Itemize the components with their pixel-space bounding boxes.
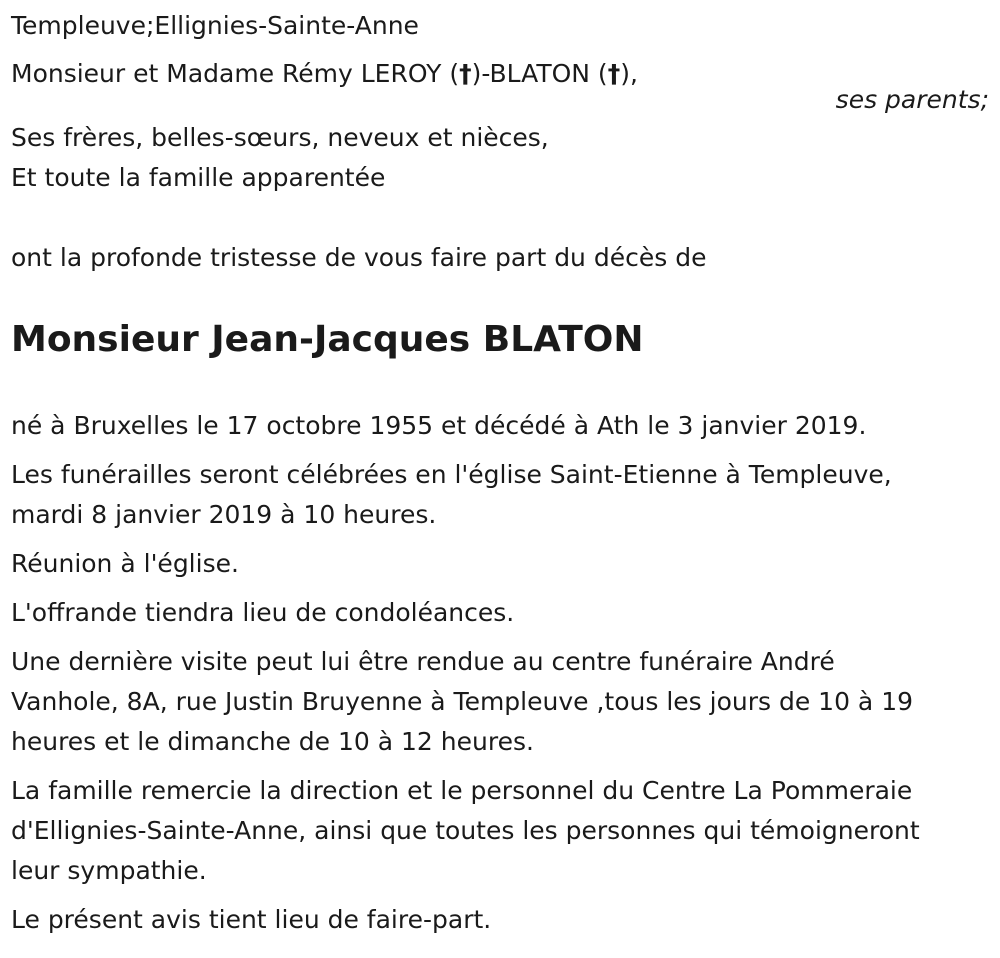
parents-role: ses parents; <box>835 85 989 114</box>
funeral-line: Les funérailles seront célébrées en l'église Saint-Etienne à Templeuve, <box>11 460 892 489</box>
visit-line: heures et le dimanche de 10 à 12 heures. <box>11 727 534 756</box>
cross-icon: † <box>459 59 472 88</box>
town-header: Templeuve;Ellignies-Sainte-Anne <box>11 11 419 40</box>
cross-icon: † <box>607 59 621 88</box>
parents-suffix: ), <box>620 59 638 88</box>
details-block <box>11 406 989 949</box>
funeral-paragraph <box>11 455 989 535</box>
parents-middle: )-BLATON ( <box>471 59 608 88</box>
thanks-line: leur sympathie. <box>11 856 207 885</box>
announcement: ont la profonde tristesse de vous faire part du décès de <box>11 243 707 272</box>
deceased-name: Monsieur Jean-Jacques BLATON <box>11 319 644 360</box>
meeting-paragraph <box>11 544 989 584</box>
offering-text: L'offrande tiendra lieu de condoléances. <box>11 598 515 627</box>
visit-line: Vanhole, 8A, rue Justin Bruyenne à Templeuve ,tous les jours de 10 à 19 <box>11 687 914 716</box>
thanks-paragraph <box>11 771 989 891</box>
meeting-text: Réunion à l'église. <box>11 549 239 578</box>
family-block <box>11 118 549 198</box>
visit-line: Une dernière visite peut lui être rendue au centre funéraire André <box>11 647 835 676</box>
family-line: Et toute la famille apparentée <box>11 163 386 192</box>
closing-paragraph <box>11 900 989 940</box>
birth-death-text: né à Bruxelles le 17 octobre 1955 et décédé à Ath le 3 janvier 2019. <box>11 411 867 440</box>
parents-line <box>11 54 638 94</box>
funeral-line: mardi 8 janvier 2019 à 10 heures. <box>11 500 437 529</box>
parents-prefix: Monsieur et Madame Rémy LEROY ( <box>11 59 460 88</box>
birth-death-paragraph <box>11 406 989 446</box>
visit-paragraph <box>11 642 989 762</box>
offering-paragraph <box>11 593 989 633</box>
closing-text: Le présent avis tient lieu de faire-part. <box>11 905 492 934</box>
thanks-line: La famille remercie la direction et le personnel du Centre La Pommeraie <box>11 776 913 805</box>
family-line: Ses frères, belles-sœurs, neveux et nièces, <box>11 123 549 152</box>
thanks-line: d'Ellignies-Sainte-Anne, ainsi que toutes les personnes qui témoigneront <box>11 816 920 845</box>
